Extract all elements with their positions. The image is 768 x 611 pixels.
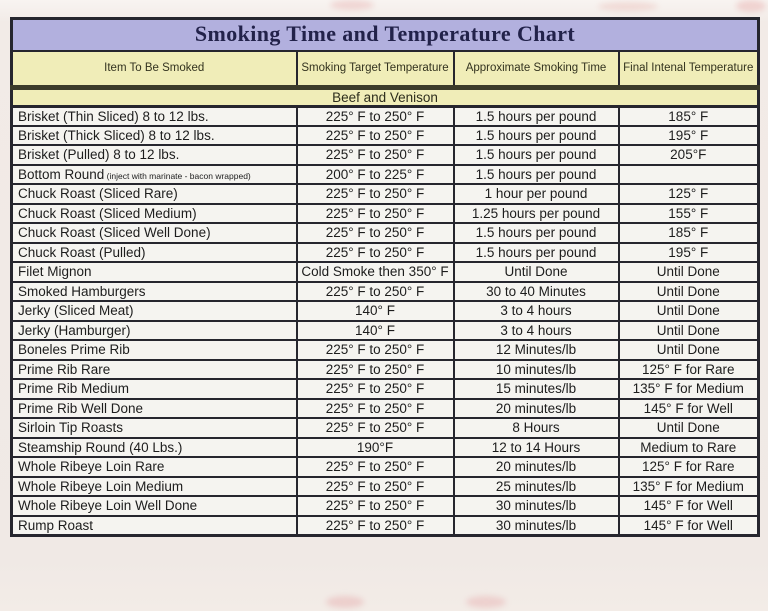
item-cell: Chuck Roast (Pulled) bbox=[12, 243, 297, 263]
item-cell: Prime Rib Medium bbox=[12, 379, 297, 399]
table-row bbox=[12, 243, 759, 263]
target-temp-cell: 225° F to 250° F bbox=[297, 477, 454, 497]
final-temp-cell: 125° F bbox=[619, 184, 759, 204]
final-temp-cell: Until Done bbox=[619, 418, 759, 438]
item-cell: Prime Rib Well Done bbox=[12, 399, 297, 419]
item-cell: Chuck Roast (Sliced Medium) bbox=[12, 204, 297, 224]
stain-mark bbox=[330, 0, 374, 10]
stain-mark bbox=[736, 0, 766, 12]
final-temp-cell: 145° F for Well bbox=[619, 399, 759, 419]
smoking-time-cell: 1.5 hours per pound bbox=[454, 223, 619, 243]
target-temp-cell: 200° F to 225° F bbox=[297, 165, 454, 185]
target-temp-cell: 225° F to 250° F bbox=[297, 516, 454, 536]
target-temp-cell: 225° F to 250° F bbox=[297, 204, 454, 224]
table-row bbox=[12, 418, 759, 438]
smoking-time-cell: 1.5 hours per pound bbox=[454, 126, 619, 146]
target-temp-cell: 225° F to 250° F bbox=[297, 223, 454, 243]
target-temp-cell: 225° F to 250° F bbox=[297, 340, 454, 360]
target-temp-cell: Cold Smoke then 350° F bbox=[297, 262, 454, 282]
target-temp-cell: 225° F to 250° F bbox=[297, 457, 454, 477]
smoking-time-cell: 30 minutes/lb bbox=[454, 496, 619, 516]
final-temp-cell: Until Done bbox=[619, 282, 759, 302]
final-temp-cell: 145° F for Well bbox=[619, 496, 759, 516]
final-temp-cell: Until Done bbox=[619, 321, 759, 341]
table-row bbox=[12, 360, 759, 380]
final-temp-cell: Until Done bbox=[619, 262, 759, 282]
item-cell: Chuck Roast (Sliced Well Done) bbox=[12, 223, 297, 243]
smoking-time-cell: 3 to 4 hours bbox=[454, 321, 619, 341]
table-body bbox=[12, 106, 759, 535]
smoking-time-cell: 1.5 hours per pound bbox=[454, 145, 619, 165]
table-row bbox=[12, 496, 759, 516]
item-cell: Smoked Hamburgers bbox=[12, 282, 297, 302]
table-row bbox=[12, 262, 759, 282]
item-cell: Brisket (Pulled) 8 to 12 lbs. bbox=[12, 145, 297, 165]
target-temp-cell: 225° F to 250° F bbox=[297, 360, 454, 380]
stain-mark bbox=[598, 2, 658, 11]
table-row bbox=[12, 184, 759, 204]
item-cell: Whole Ribeye Loin Rare bbox=[12, 457, 297, 477]
smoking-time-cell: 1.5 hours per pound bbox=[454, 243, 619, 263]
item-cell: Filet Mignon bbox=[12, 262, 297, 282]
item-cell: Brisket (Thin Sliced) 8 to 12 lbs. bbox=[12, 106, 297, 126]
item-cell: Jerky (Hamburger) bbox=[12, 321, 297, 341]
stain-mark bbox=[326, 596, 364, 608]
table-row bbox=[12, 379, 759, 399]
target-temp-cell: 225° F to 250° F bbox=[297, 379, 454, 399]
final-temp-cell: 195° F bbox=[619, 126, 759, 146]
smoking-time-cell: 15 minutes/lb bbox=[454, 379, 619, 399]
final-temp-cell: 205°F bbox=[619, 145, 759, 165]
target-temp-cell: 225° F to 250° F bbox=[297, 106, 454, 126]
smoking-time-cell: 12 Minutes/lb bbox=[454, 340, 619, 360]
item-note: (inject with marinate - bacon wrapped) bbox=[104, 170, 251, 181]
table-row bbox=[12, 301, 759, 321]
table-row bbox=[12, 223, 759, 243]
final-temp-cell: 135° F for Medium bbox=[619, 379, 759, 399]
smoking-time-cell: 12 to 14 Hours bbox=[454, 438, 619, 458]
item-cell: Sirloin Tip Roasts bbox=[12, 418, 297, 438]
smoking-time-cell: 25 minutes/lb bbox=[454, 477, 619, 497]
final-temp-cell: 125° F for Rare bbox=[619, 457, 759, 477]
smoking-time-cell: 1.5 hours per pound bbox=[454, 165, 619, 185]
smoking-time-cell: 1.25 hours per pound bbox=[454, 204, 619, 224]
final-temp-cell: 135° F for Medium bbox=[619, 477, 759, 497]
smoking-time-cell: 8 Hours bbox=[454, 418, 619, 438]
final-temp-cell: 185° F bbox=[619, 223, 759, 243]
table-row bbox=[12, 438, 759, 458]
final-temp-cell: Until Done bbox=[619, 340, 759, 360]
item-cell: Whole Ribeye Loin Medium bbox=[12, 477, 297, 497]
section-header-row bbox=[12, 87, 759, 106]
table-row bbox=[12, 321, 759, 341]
table-row bbox=[12, 282, 759, 302]
item-cell: Steamship Round (40 Lbs.) bbox=[12, 438, 297, 458]
target-temp-cell: 225° F to 250° F bbox=[297, 496, 454, 516]
item-cell: Chuck Roast (Sliced Rare) bbox=[12, 184, 297, 204]
table-row bbox=[12, 516, 759, 536]
target-temp-cell: 225° F to 250° F bbox=[297, 399, 454, 419]
table-row bbox=[12, 457, 759, 477]
final-temp-cell: Until Done bbox=[619, 301, 759, 321]
target-temp-cell: 140° F bbox=[297, 321, 454, 341]
smoking-time-cell: 10 minutes/lb bbox=[454, 360, 619, 380]
section-header-label: Beef and Venison bbox=[12, 87, 759, 106]
table-row bbox=[12, 106, 759, 126]
item-cell: Brisket (Thick Sliced) 8 to 12 lbs. bbox=[12, 126, 297, 146]
target-temp-cell: 225° F to 250° F bbox=[297, 418, 454, 438]
smoking-time-cell: 1.5 hours per pound bbox=[454, 106, 619, 126]
target-temp-cell: 225° F to 250° F bbox=[297, 282, 454, 302]
column-header-row bbox=[12, 51, 759, 87]
target-temp-cell: 225° F to 250° F bbox=[297, 126, 454, 146]
smoking-time-cell: 1 hour per pound bbox=[454, 184, 619, 204]
final-temp-cell: Medium to Rare bbox=[619, 438, 759, 458]
smoking-time-cell: 3 to 4 hours bbox=[454, 301, 619, 321]
target-temp-cell: 225° F to 250° F bbox=[297, 145, 454, 165]
smoking-time-cell: Until Done bbox=[454, 262, 619, 282]
target-temp-cell: 140° F bbox=[297, 301, 454, 321]
table-row bbox=[12, 204, 759, 224]
column-header-target-temp: Smoking Target Temperature bbox=[297, 51, 454, 87]
chart-title-row bbox=[12, 19, 759, 52]
table-row bbox=[12, 340, 759, 360]
target-temp-cell: 190°F bbox=[297, 438, 454, 458]
final-temp-cell: 195° F bbox=[619, 243, 759, 263]
table-row bbox=[12, 399, 759, 419]
item-cell: Jerky (Sliced Meat) bbox=[12, 301, 297, 321]
final-temp-cell bbox=[619, 165, 759, 185]
final-temp-cell: 145° F for Well bbox=[619, 516, 759, 536]
smoking-time-cell: 20 minutes/lb bbox=[454, 457, 619, 477]
smoking-time-cell: 30 to 40 Minutes bbox=[454, 282, 619, 302]
table-row bbox=[12, 126, 759, 146]
item-cell: Boneles Prime Rib bbox=[12, 340, 297, 360]
table-row bbox=[12, 477, 759, 497]
item-cell: Prime Rib Rare bbox=[12, 360, 297, 380]
page-title: Smoking Time and Temperature Chart bbox=[12, 19, 759, 52]
target-temp-cell: 225° F to 250° F bbox=[297, 243, 454, 263]
smoking-chart-table bbox=[10, 17, 760, 537]
table-row bbox=[12, 165, 759, 185]
item-cell: Whole Ribeye Loin Well Done bbox=[12, 496, 297, 516]
column-header-item: Item To Be Smoked bbox=[12, 51, 297, 87]
stain-mark bbox=[466, 596, 506, 608]
final-temp-cell: 125° F for Rare bbox=[619, 360, 759, 380]
table-row bbox=[12, 145, 759, 165]
item-cell: Rump Roast bbox=[12, 516, 297, 536]
final-temp-cell: 185° F bbox=[619, 106, 759, 126]
item-cell: Bottom Round (inject with marinate - bacon wrapped) bbox=[12, 165, 297, 185]
target-temp-cell: 225° F to 250° F bbox=[297, 184, 454, 204]
column-header-final-temp: Final Intenal Temperature bbox=[619, 51, 759, 87]
smoking-time-cell: 30 minutes/lb bbox=[454, 516, 619, 536]
final-temp-cell: 155° F bbox=[619, 204, 759, 224]
smoking-time-cell: 20 minutes/lb bbox=[454, 399, 619, 419]
column-header-smoking-time: Approximate Smoking Time bbox=[454, 51, 619, 87]
